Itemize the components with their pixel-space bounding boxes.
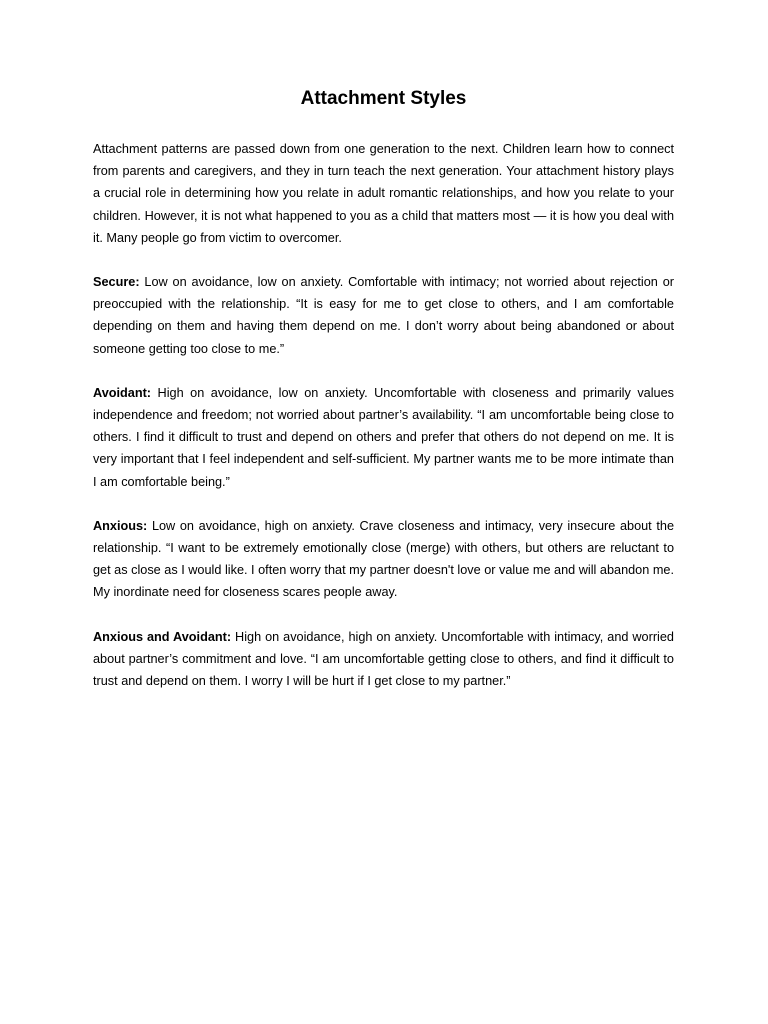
style-paragraph-anxious [93, 515, 674, 604]
style-paragraph-anxious-avoidant [93, 626, 674, 693]
document-title: Attachment Styles [300, 88, 467, 109]
style-text-avoidant: High on avoidance, low on anxiety. Uncomfortable with closeness and primarily values independence and freedom; not worried about partner’s availability. “I am uncomfortable being close to others. I find it difficult to trust and depend on others and prefer that others do not depend on me. It is very important that I feel independent and self-sufficient. My partner wants me to be more intimate than I am comfortable being.” [93, 385, 674, 489]
style-paragraph-secure [93, 271, 674, 360]
intro-paragraph: Attachment patterns are passed down from one generation to the next. Children learn how to connect from parents and caregivers, and they in turn teach the next generation. Your attachment history plays a crucial role in determining how you relate in adult romantic relationships, and how you relate to your children. However, it is not what happened to you as a child that matters most — it is how you deal with it. Many people go from victim to overcomer. [93, 142, 674, 245]
style-term-secure: Secure: [93, 275, 140, 290]
style-paragraph-avoidant [93, 382, 674, 493]
style-text-anxious: Low on avoidance, high on anxiety. Crave closeness and intimacy, very insecure about the relationship. “I want to be extremely emotionally close (merge) with others, but others are reluctant to get as close as I would like. I often worry that my partner doesn't love or value me and will abandon me. My inordinate need for closeness scares people away. [93, 518, 674, 600]
style-term-avoidant: Avoidant: [93, 385, 152, 400]
style-term-anxious: Anxious: [93, 518, 148, 533]
style-term-anxious-avoidant: Anxious and Avoidant: [93, 629, 232, 644]
style-text-anxious-avoidant: High on avoidance, high on anxiety. Uncomfortable with intimacy, and worried about partner’s commitment and love. “I am uncomfortable getting close to others, and find it difficult to trust and depend on them. I worry I will be hurt if I get close to my partner.” [93, 629, 674, 689]
style-text-secure: Low on avoidance, low on anxiety. Comfortable with intimacy; not worried about rejection or preoccupied with the relationship. “It is easy for me to get close to others, and I am comfortable depending on them and having them depend on me. I don’t worry about being abandoned or about someone getting too close to me.” [93, 275, 674, 356]
document-page [93, 86, 674, 714]
